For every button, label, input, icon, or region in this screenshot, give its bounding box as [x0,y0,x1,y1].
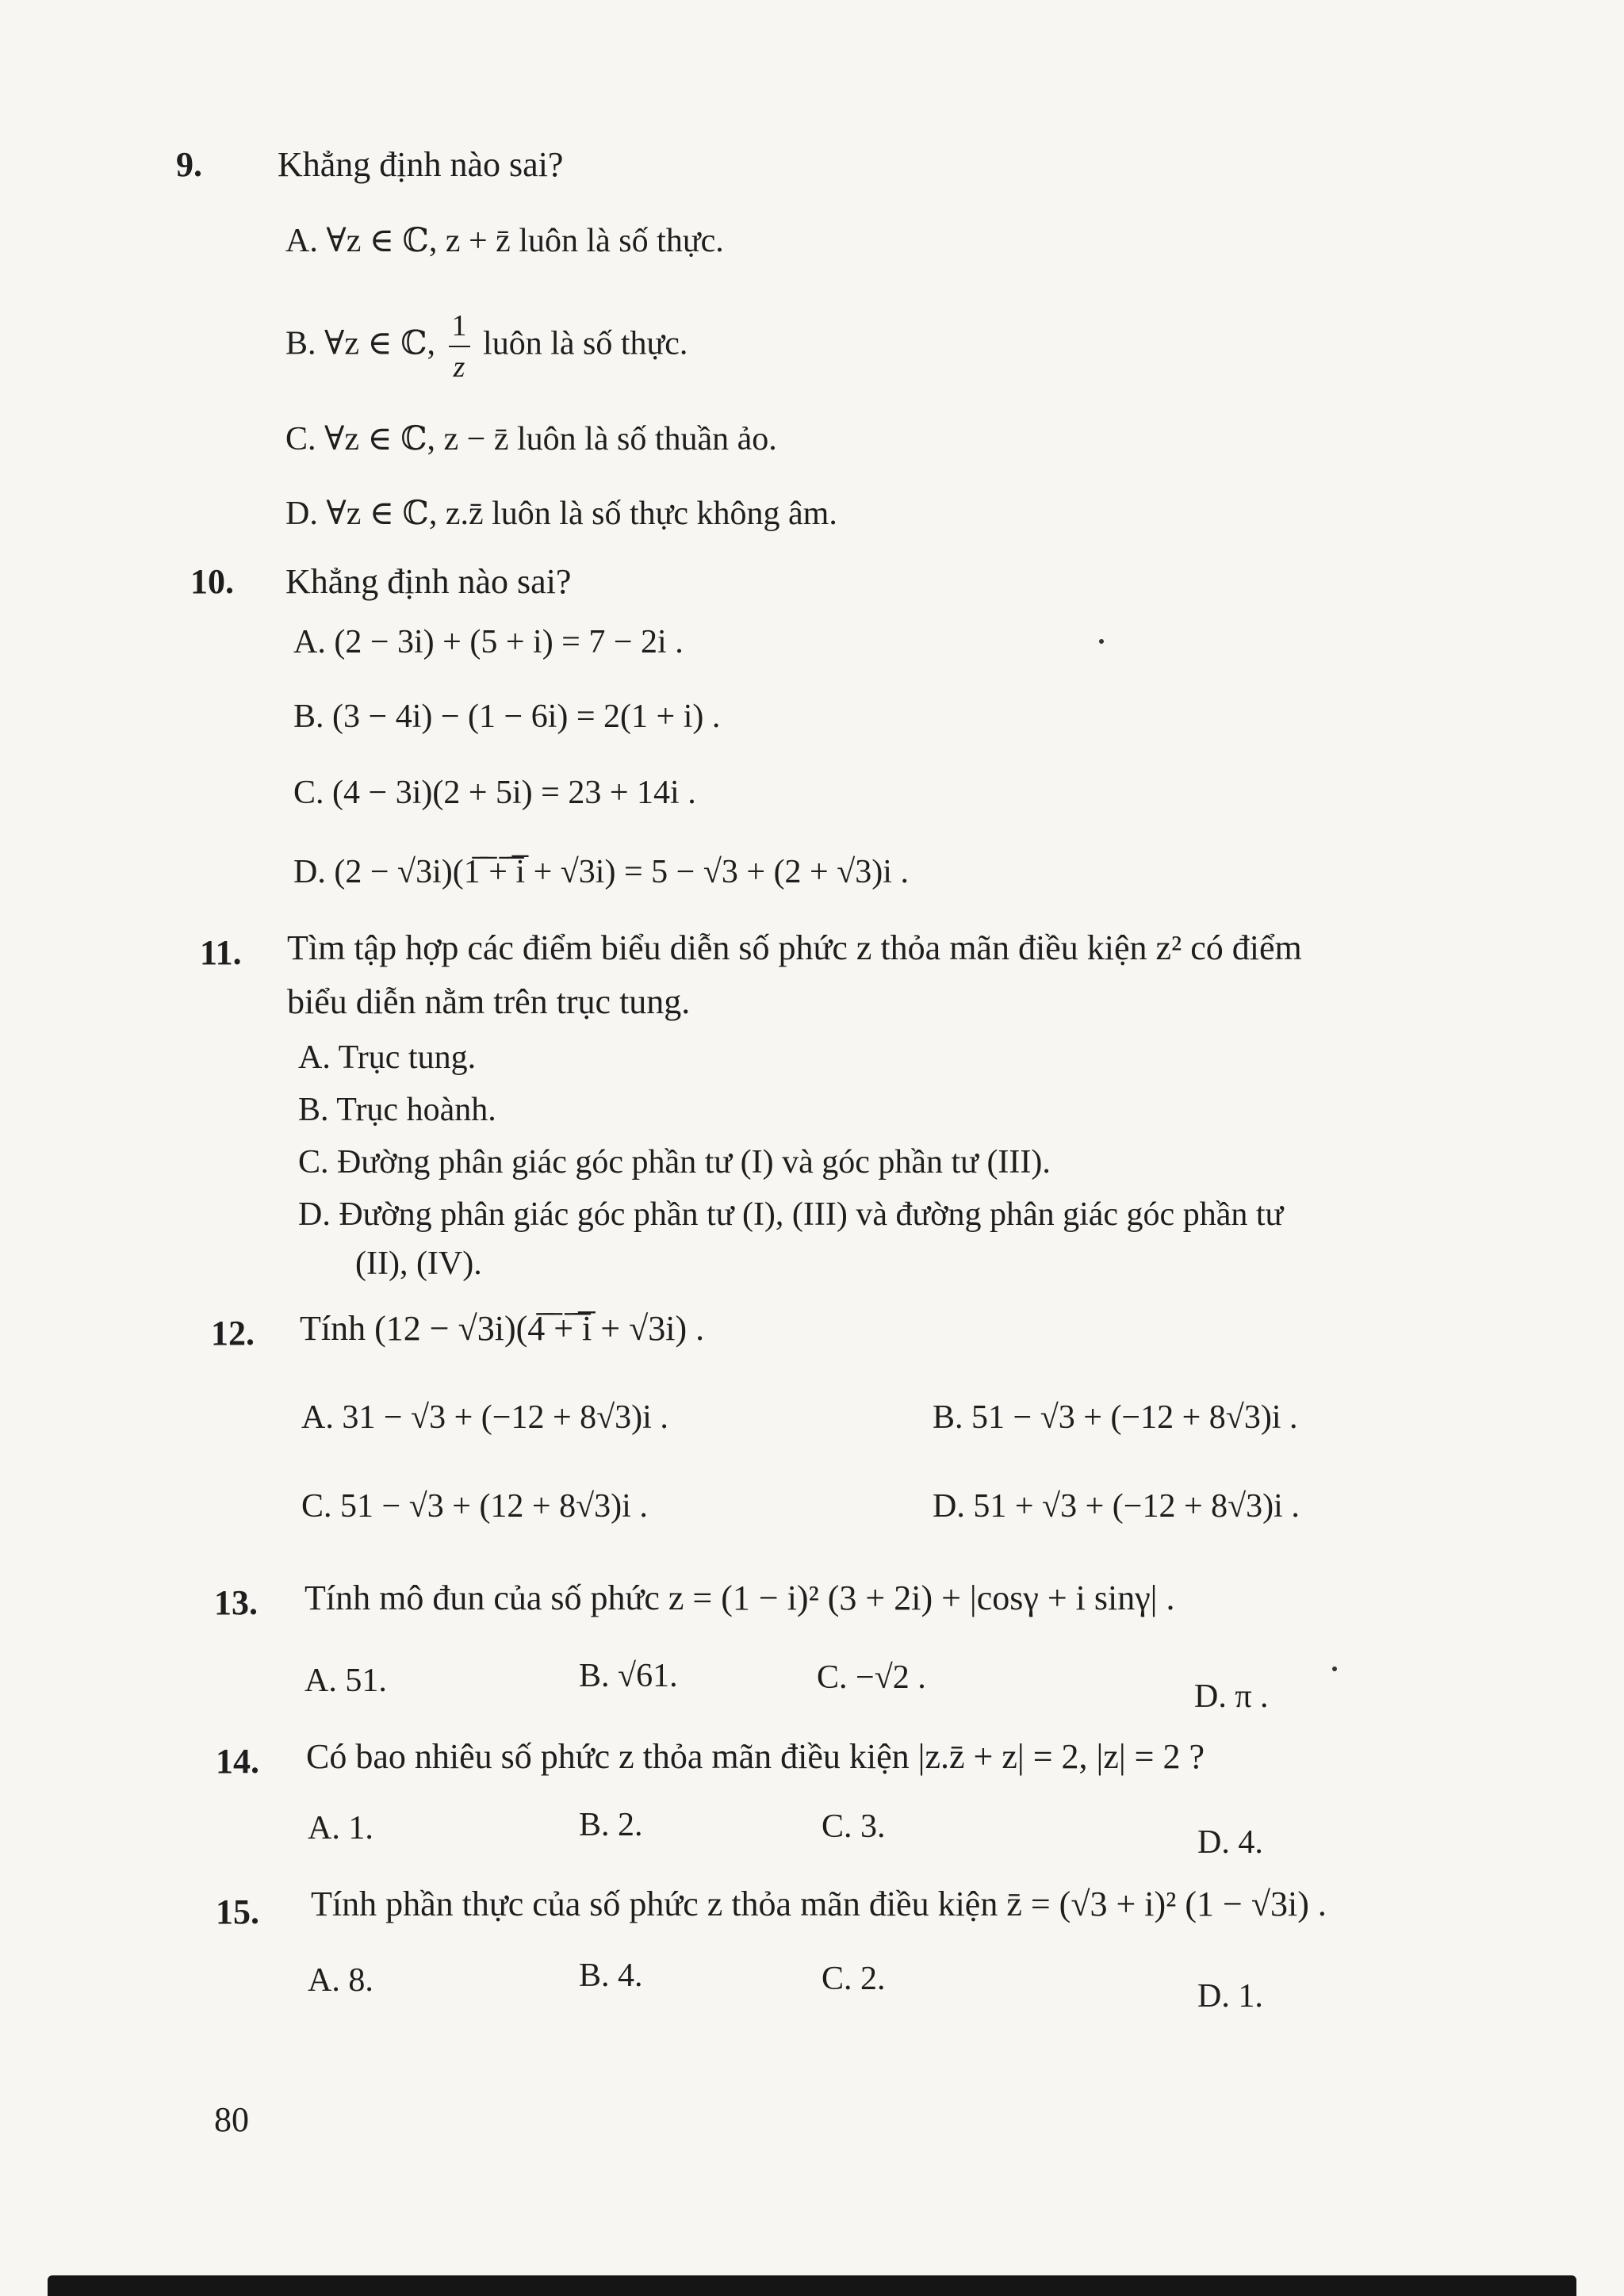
option-label: B. [285,325,316,362]
question-12-option-b [933,1399,1298,1437]
option-text: 51 − √3 + (−12 + 8√3)i . [971,1399,1298,1436]
question-11-option-c [298,1143,1051,1181]
question-13-number: 13. [214,1583,258,1622]
option-label: D. [1197,1824,1230,1861]
question-15-option-c [822,1960,886,1998]
question-11-stem-line2: biểu diễn nằm trên trục tung. [287,982,691,1021]
option-text: 4. [1238,1824,1263,1861]
option-label: C. [822,1961,852,1997]
option-label: B. [579,1807,610,1843]
option-text: (2 − 3i) + (5 + i) = 7 − 2i . [334,624,684,660]
option-text: (4 − 3i)(2 + 5i) = 23 + 14i . [332,775,696,811]
option-label: D. [1197,1978,1230,2015]
option-text: 51 + √3 + (−12 + 8√3)i . [973,1488,1300,1525]
option-text: 51 − √3 + (12 + 8√3)i . [340,1488,648,1525]
question-9-option-d [285,493,837,533]
question-11-number: 11. [200,933,242,972]
option-label: A. [298,1039,331,1076]
question-13-option-a [304,1662,387,1700]
question-10-option-c [293,774,696,812]
question-15-option-a [308,1961,373,1999]
option-label: D. [1194,1678,1227,1715]
fraction-numerator: 1 [449,311,470,347]
question-12-number: 12. [211,1314,255,1353]
question-10-option-a [293,623,684,661]
option-label: B. [579,1658,610,1694]
option-label: C. [822,1808,852,1845]
question-11-stem-line1: Tìm tập hợp các điểm biểu diễn số phức z thỏa mãn điều kiện z² có điểm [287,928,1302,967]
option-label: B. [579,1957,610,1994]
question-13-stem: Tính mô đun của số phức z = (1 − i)² (3 + 2i) + |cosγ + i sinγ| . [304,1578,1175,1617]
question-9-stem: Khẳng định nào sai? [278,145,564,184]
option-label: A. [301,1399,334,1436]
question-9-option-a [285,220,724,260]
option-label: B. [293,698,324,735]
option-label: A. [285,223,318,259]
question-9-option-c [285,419,777,458]
question-15-option-d [1197,1977,1263,2015]
option-text: 4. [618,1957,643,1994]
question-12-stem: Tính (12 − √3i)(4̅ ̅+̅ ̅i̅ + √3i) . [300,1309,705,1348]
option-text: 31 − √3 + (−12 + 8√3)i . [342,1399,668,1436]
question-10-option-d [293,853,909,891]
option-text: ∀z ∈ ℂ, z.z̄ luôn là số thực không âm. [326,496,837,532]
option-label: C. [293,775,324,811]
option-label: D. [285,496,318,532]
question-10-option-b [293,698,720,736]
option-text-post: luôn là số thực. [483,325,688,362]
option-label: A. [304,1663,337,1699]
option-text: √61. [618,1658,678,1694]
scan-shadow-band [48,2275,1576,2296]
question-13-option-b [579,1657,678,1695]
option-text: Trục tung. [338,1039,477,1076]
question-12-option-d [933,1487,1300,1525]
option-text: ∀z ∈ ℂ, z + z̄ luôn là số thực. [326,223,724,259]
question-11-option-d [298,1196,1283,1234]
option-text: Trục hoành. [336,1092,496,1128]
question-9-number: 9. [176,145,202,184]
option-text: 2. [860,1961,886,1997]
question-14-option-b [579,1806,643,1844]
question-13-option-d [1194,1678,1269,1716]
option-label: A. [308,1810,340,1846]
question-9-option-b [285,311,688,382]
option-text: (3 − 4i) − (1 − 6i) = 2(1 + i) . [332,698,721,735]
option-text: π . [1235,1678,1269,1715]
option-text: (2 − √3i)(1̅ ̅+̅ ̅i̅ + √3i) = 5 − √3 + (2 + √3)i . [334,854,909,890]
fraction-one-over-z [449,311,470,382]
option-text: 3. [860,1808,886,1845]
question-15-option-b [579,1957,643,1995]
question-14-stem: Có bao nhiêu số phức z thỏa mãn điều kiện |z.z̄ + z| = 2, |z| = 2 ? [306,1737,1205,1776]
option-text: −√2 . [856,1659,926,1696]
page-number: 80 [214,2100,249,2139]
question-14-option-c [822,1808,886,1846]
question-14-option-d [1197,1823,1263,1862]
option-label: C. [817,1659,848,1696]
question-13-option-c [817,1659,926,1697]
option-text: 1. [1238,1978,1263,2015]
question-11-option-a [298,1039,476,1077]
question-10-number: 10. [190,562,234,601]
question-11-option-d-line2: (II), (IV). [355,1246,482,1282]
option-label: C. [301,1488,332,1525]
option-text: 1. [348,1810,373,1846]
option-label: C. [298,1144,329,1181]
option-text: 8. [348,1962,373,1999]
option-text: 2. [618,1807,643,1843]
option-text: ∀z ∈ ℂ, z − z̄ luôn là số thuần ảo. [324,421,777,457]
question-14-option-a [308,1809,373,1847]
option-label: A. [308,1962,340,1999]
option-label: A. [293,624,326,660]
option-label: C. [285,421,316,457]
question-14-number: 14. [216,1742,259,1781]
fraction-denominator: z [453,350,465,384]
option-text: Đường phân giác góc phần tư (I), (III) và đường phân giác góc phần tư [339,1196,1284,1233]
option-label: D. [293,854,326,890]
option-label: D. [298,1196,331,1233]
option-label: B. [298,1092,329,1128]
option-text: Đường phân giác góc phần tư (I) và góc phần tư (III). [337,1144,1051,1181]
option-label: B. [933,1399,963,1436]
option-text-pre: ∀z ∈ ℂ, [324,325,436,362]
scan-speck [1099,639,1104,644]
question-12-option-a [301,1399,668,1437]
question-10-stem: Khẳng định nào sai? [285,562,572,601]
option-label: D. [933,1488,965,1525]
question-15-stem: Tính phần thực của số phức z thỏa mãn điều kiện z̄ = (√3 + i)² (1 − √3i) . [311,1885,1327,1923]
question-12-option-c [301,1487,648,1525]
question-11-option-b [298,1091,496,1129]
scan-speck [1332,1667,1337,1671]
option-text: 51. [345,1663,387,1699]
question-15-number: 15. [216,1892,259,1931]
